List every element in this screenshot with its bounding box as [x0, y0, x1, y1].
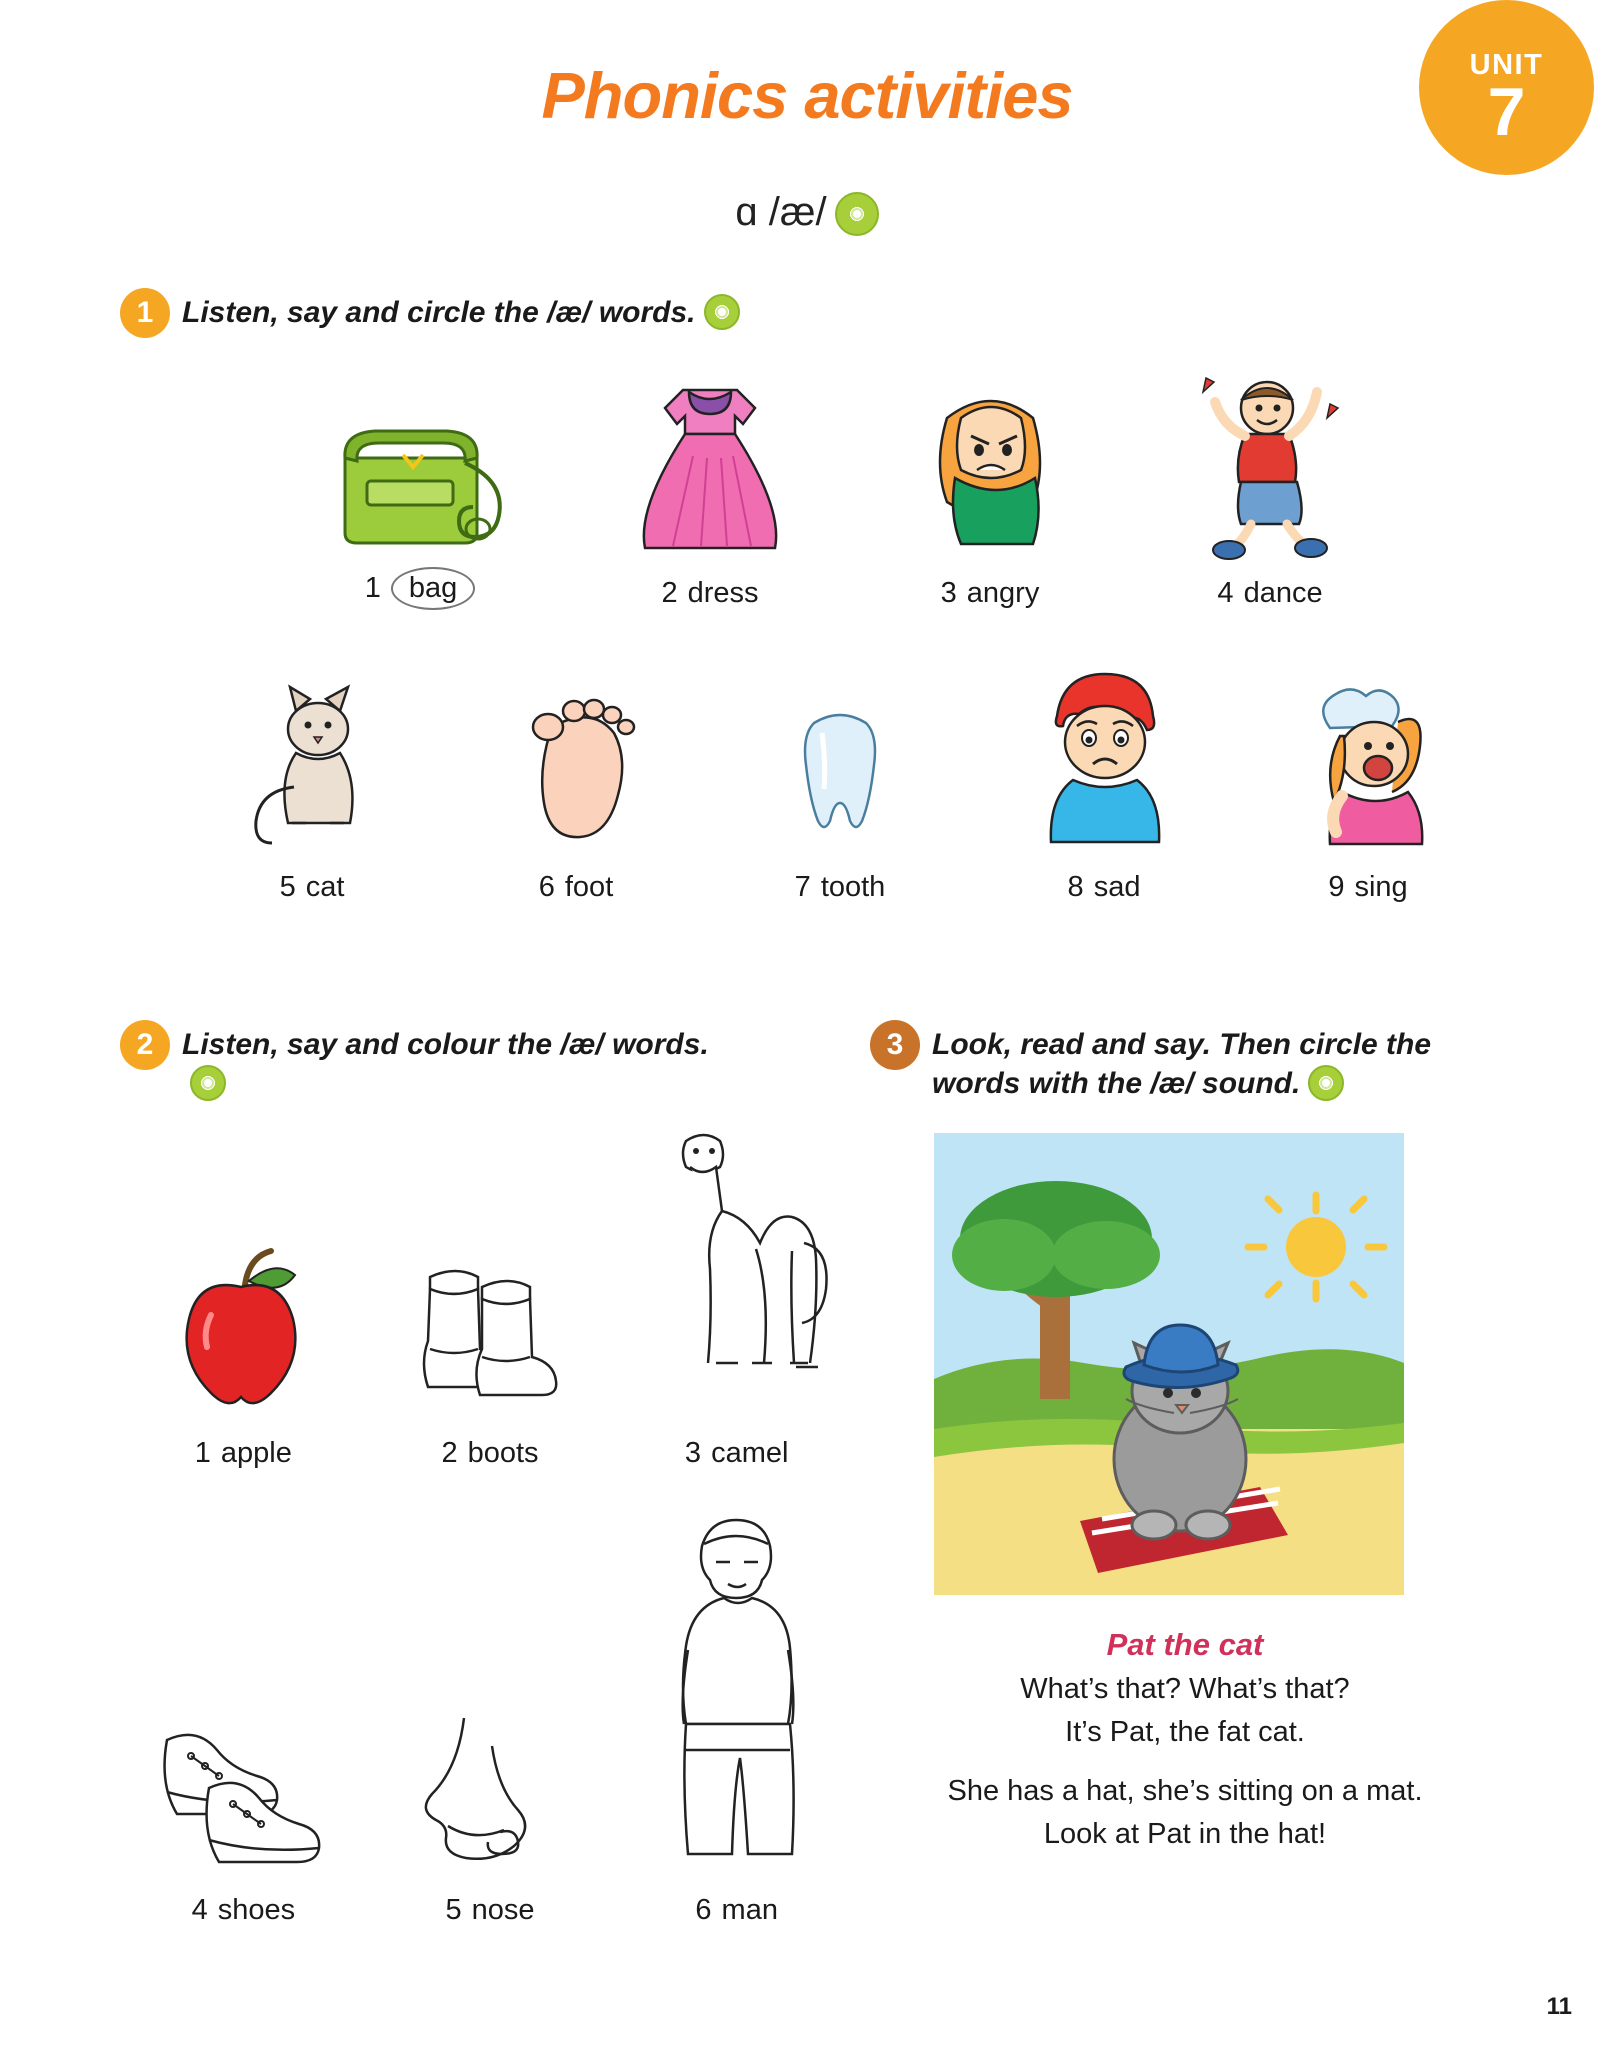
red-apple-icon	[153, 1233, 333, 1423]
dancing-boy-icon	[1175, 368, 1365, 563]
item-word[interactable]: shoes	[217, 1894, 296, 1926]
green-bag-icon	[315, 403, 525, 553]
rhyme-line: Look at Pat in the hat!	[1043, 1818, 1327, 1850]
item-dance[interactable]	[1130, 368, 1410, 610]
item-word[interactable]: sing	[1354, 871, 1408, 903]
item-foot[interactable]	[444, 662, 708, 904]
item-number: 8	[1067, 871, 1084, 903]
item-caption	[695, 1894, 778, 1927]
item-number: 2	[441, 1437, 458, 1469]
unit-number: 7	[1487, 73, 1526, 150]
item-caption	[192, 1894, 296, 1927]
item-number: 7	[794, 871, 811, 903]
cd-icon[interactable]	[190, 1065, 226, 1101]
item-caption	[441, 1437, 538, 1470]
item-man[interactable]	[613, 1510, 860, 1927]
item-number: 4	[191, 1894, 208, 1926]
man-outline-icon	[642, 1510, 832, 1880]
item-caption	[1068, 871, 1141, 904]
tooth-icon	[760, 667, 920, 857]
item-word[interactable]: apple	[220, 1437, 292, 1469]
item-number: 2	[661, 577, 678, 609]
item-word[interactable]: dance	[1243, 577, 1323, 609]
exercise-1-row-1	[120, 368, 1500, 610]
item-word[interactable]: angry	[966, 577, 1040, 609]
exercise-3-header	[870, 1020, 1500, 1103]
exercise-3	[870, 1020, 1500, 1851]
cat-icon	[222, 667, 402, 857]
item-word[interactable]: tooth	[820, 871, 886, 903]
sound-label: ɑ /æ/	[735, 190, 827, 234]
exercise-3-instruction-text: Look, read and say. Then circle the words with the /æ/ sound.	[932, 1028, 1432, 1100]
exercise-2-row-1	[120, 1123, 860, 1470]
item-caption	[539, 871, 614, 904]
item-word[interactable]: dress	[687, 577, 759, 609]
item-number: 6	[538, 871, 555, 903]
item-sing[interactable]	[1236, 662, 1500, 904]
item-number: 3	[684, 1437, 702, 1469]
item-apple[interactable]	[120, 1233, 367, 1470]
nose-outline-icon	[390, 1700, 590, 1880]
item-number: 6	[695, 1894, 712, 1926]
exercise-2-instruction-text: Listen, say and colour the /æ/ words.	[182, 1028, 709, 1061]
item-shoes[interactable]	[120, 1700, 367, 1927]
sound-header	[0, 190, 1614, 236]
item-word[interactable]: boots	[467, 1437, 539, 1469]
pink-dress-icon	[615, 378, 805, 563]
exercise-1-number: 1	[120, 288, 170, 338]
item-caption	[1328, 871, 1407, 904]
foot-icon	[486, 667, 666, 857]
item-caption	[365, 567, 476, 610]
item-number: 5	[279, 871, 296, 903]
item-number: 9	[1328, 871, 1345, 903]
exercise-1-row-2	[120, 662, 1500, 904]
cat-on-mat-picture	[930, 1129, 1410, 1599]
item-caption	[195, 1437, 292, 1470]
item-caption	[795, 871, 886, 904]
item-word[interactable]: camel	[711, 1437, 789, 1469]
item-word[interactable]: cat	[305, 871, 345, 903]
singing-girl-icon	[1278, 662, 1458, 857]
item-caption	[941, 577, 1040, 610]
item-caption	[445, 1894, 534, 1927]
item-number: 1	[364, 572, 381, 604]
page-title: Phonics activities	[541, 59, 1073, 132]
item-sad[interactable]	[972, 662, 1236, 904]
camel-outline-icon	[632, 1123, 842, 1423]
exercise-3-number: 3	[870, 1020, 920, 1070]
exercise-2	[120, 1020, 860, 1927]
item-number: 5	[445, 1894, 462, 1926]
item-camel[interactable]	[613, 1123, 860, 1470]
item-caption	[661, 577, 758, 610]
item-word[interactable]: man	[721, 1894, 778, 1926]
exercise-1	[120, 288, 1500, 904]
item-nose[interactable]	[367, 1700, 614, 1927]
boots-outline-icon	[390, 1233, 590, 1423]
item-number: 4	[1217, 577, 1234, 609]
exercise-2-number: 2	[120, 1020, 170, 1070]
shoes-outline-icon	[133, 1700, 353, 1880]
item-word[interactable]: sad	[1093, 871, 1141, 903]
rhyme-title: Pat the cat	[1106, 1627, 1264, 1662]
item-boots[interactable]	[367, 1233, 614, 1470]
sad-boy-icon	[1009, 662, 1199, 857]
exercise-2-header	[120, 1020, 860, 1103]
exercise-1-instruction	[182, 288, 740, 332]
item-dress[interactable]	[570, 368, 850, 610]
item-word[interactable]: foot	[564, 871, 614, 903]
cd-icon[interactable]	[1308, 1065, 1344, 1101]
item-caption	[280, 871, 345, 904]
cd-icon[interactable]	[835, 192, 879, 236]
rhyme-line: She has a hat, she’s sitting on a mat.	[947, 1775, 1423, 1807]
item-number: 1	[194, 1437, 211, 1469]
angry-girl-icon	[895, 378, 1085, 563]
item-caption	[1217, 577, 1322, 610]
item-word[interactable]: nose	[471, 1894, 535, 1926]
item-word[interactable]: bag	[391, 567, 475, 610]
exercise-2-instruction	[182, 1020, 742, 1103]
exercise-1-instruction-text: Listen, say and circle the /æ/ words.	[182, 296, 696, 329]
item-angry[interactable]	[850, 368, 1130, 610]
item-caption	[685, 1437, 789, 1470]
cd-icon[interactable]	[704, 294, 740, 330]
item-tooth[interactable]	[708, 662, 972, 904]
item-number: 3	[940, 577, 957, 609]
item-bag[interactable]	[270, 368, 570, 610]
page-number: 11	[1546, 1993, 1572, 2020]
rhyme-line: It’s Pat, the fat cat.	[1065, 1716, 1305, 1748]
unit-label: UNIT	[1469, 48, 1544, 81]
rhyme-line: What’s that? What’s that?	[1020, 1673, 1350, 1705]
exercise-2-row-2	[120, 1510, 860, 1927]
exercise-1-header	[120, 288, 1500, 338]
exercise-3-instruction	[932, 1020, 1492, 1103]
item-cat[interactable]	[180, 662, 444, 904]
